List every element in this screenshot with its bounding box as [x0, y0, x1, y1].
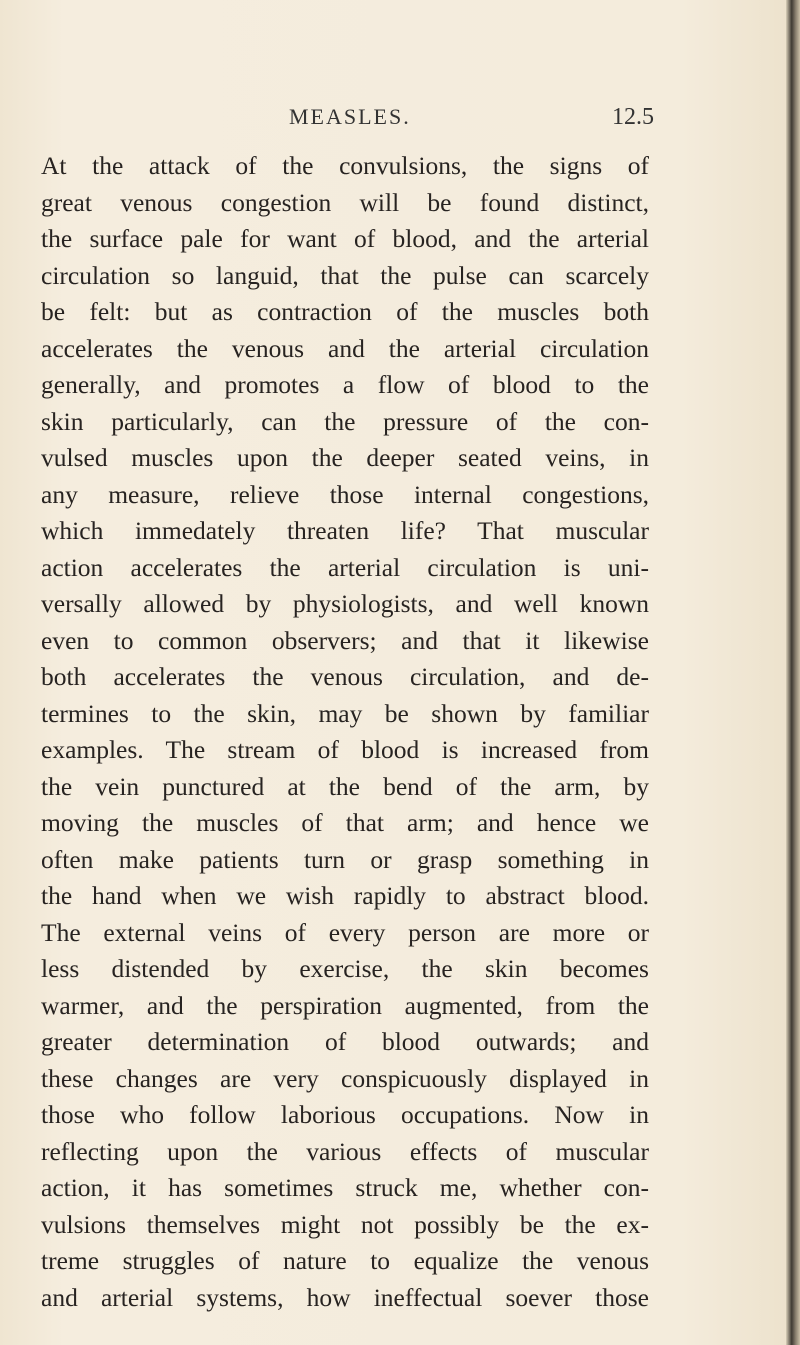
text-line: these changes are very conspicuously displayed in — [41, 1063, 649, 1093]
text-line: generally, and promotes a flow of blood to the — [41, 370, 649, 399]
text-line: even to common observers; and that it likewise — [41, 625, 649, 655]
text-line: warmer, and the perspiration augmented, from the — [41, 990, 649, 1020]
text-line: vulsions themselves might not possibly be the ex- — [41, 1209, 649, 1239]
text-line: skin particularly, can the pressure of the con- — [41, 406, 649, 436]
text-line: moving the muscles of that arm; and hence we — [41, 808, 649, 837]
text-line: both accelerates the venous circulation, and de- — [41, 662, 649, 691]
text-line: The external veins of every person are more or — [41, 917, 649, 947]
text-line: reflecting upon the various effects of muscular — [41, 1136, 649, 1166]
text-line: and arterial systems, how ineffectual soever those — [41, 1282, 649, 1312]
text-line: which immedately threaten life? That muscular — [41, 516, 649, 545]
text-line: great venous congestion will be found distinct, — [41, 187, 649, 217]
text-line: versally allowed by physiologists, and well known — [41, 589, 649, 618]
text-line: greater determination of blood outwards; and — [41, 1027, 649, 1056]
text-line: be felt: but as contraction of the muscles both — [41, 297, 649, 326]
text-line: At the attack of the convulsions, the signs of — [41, 151, 649, 180]
text-line: examples. The stream of blood is increased from — [41, 735, 649, 764]
text-line: action accelerates the arterial circulation is uni- — [41, 552, 649, 582]
page-number: 12.5 — [612, 104, 654, 130]
text-line: the surface pale for want of blood, and the arterial — [41, 224, 649, 253]
text-line: less distended by exercise, the skin becomes — [41, 954, 649, 983]
text-line: the vein punctured at the bend of the arm, by — [41, 771, 649, 801]
text-line: circulation so languid, that the pulse can scarcely — [41, 260, 649, 290]
text-line: action, it has sometimes struck me, whether con- — [41, 1173, 649, 1202]
running-head — [0, 104, 800, 136]
text-line: accelerates the venous and the arterial circulation — [41, 333, 649, 363]
text-line: often make patients turn or grasp something in — [41, 844, 649, 874]
text-line: termines to the skin, may be shown by familiar — [41, 698, 649, 728]
text-line: any measure, relieve those internal congestions, — [41, 479, 649, 509]
text-line: vulsed muscles upon the deeper seated veins, in — [41, 443, 649, 472]
text-line: those who follow laborious occupations. Now in — [41, 1100, 649, 1129]
text-line: treme struggles of nature to equalize the venous — [41, 1246, 649, 1275]
running-title: MEASLES. — [289, 104, 411, 129]
text-line: the hand when we wish rapidly to abstract blood. — [41, 881, 649, 910]
page-edge-shadow — [786, 0, 800, 1345]
